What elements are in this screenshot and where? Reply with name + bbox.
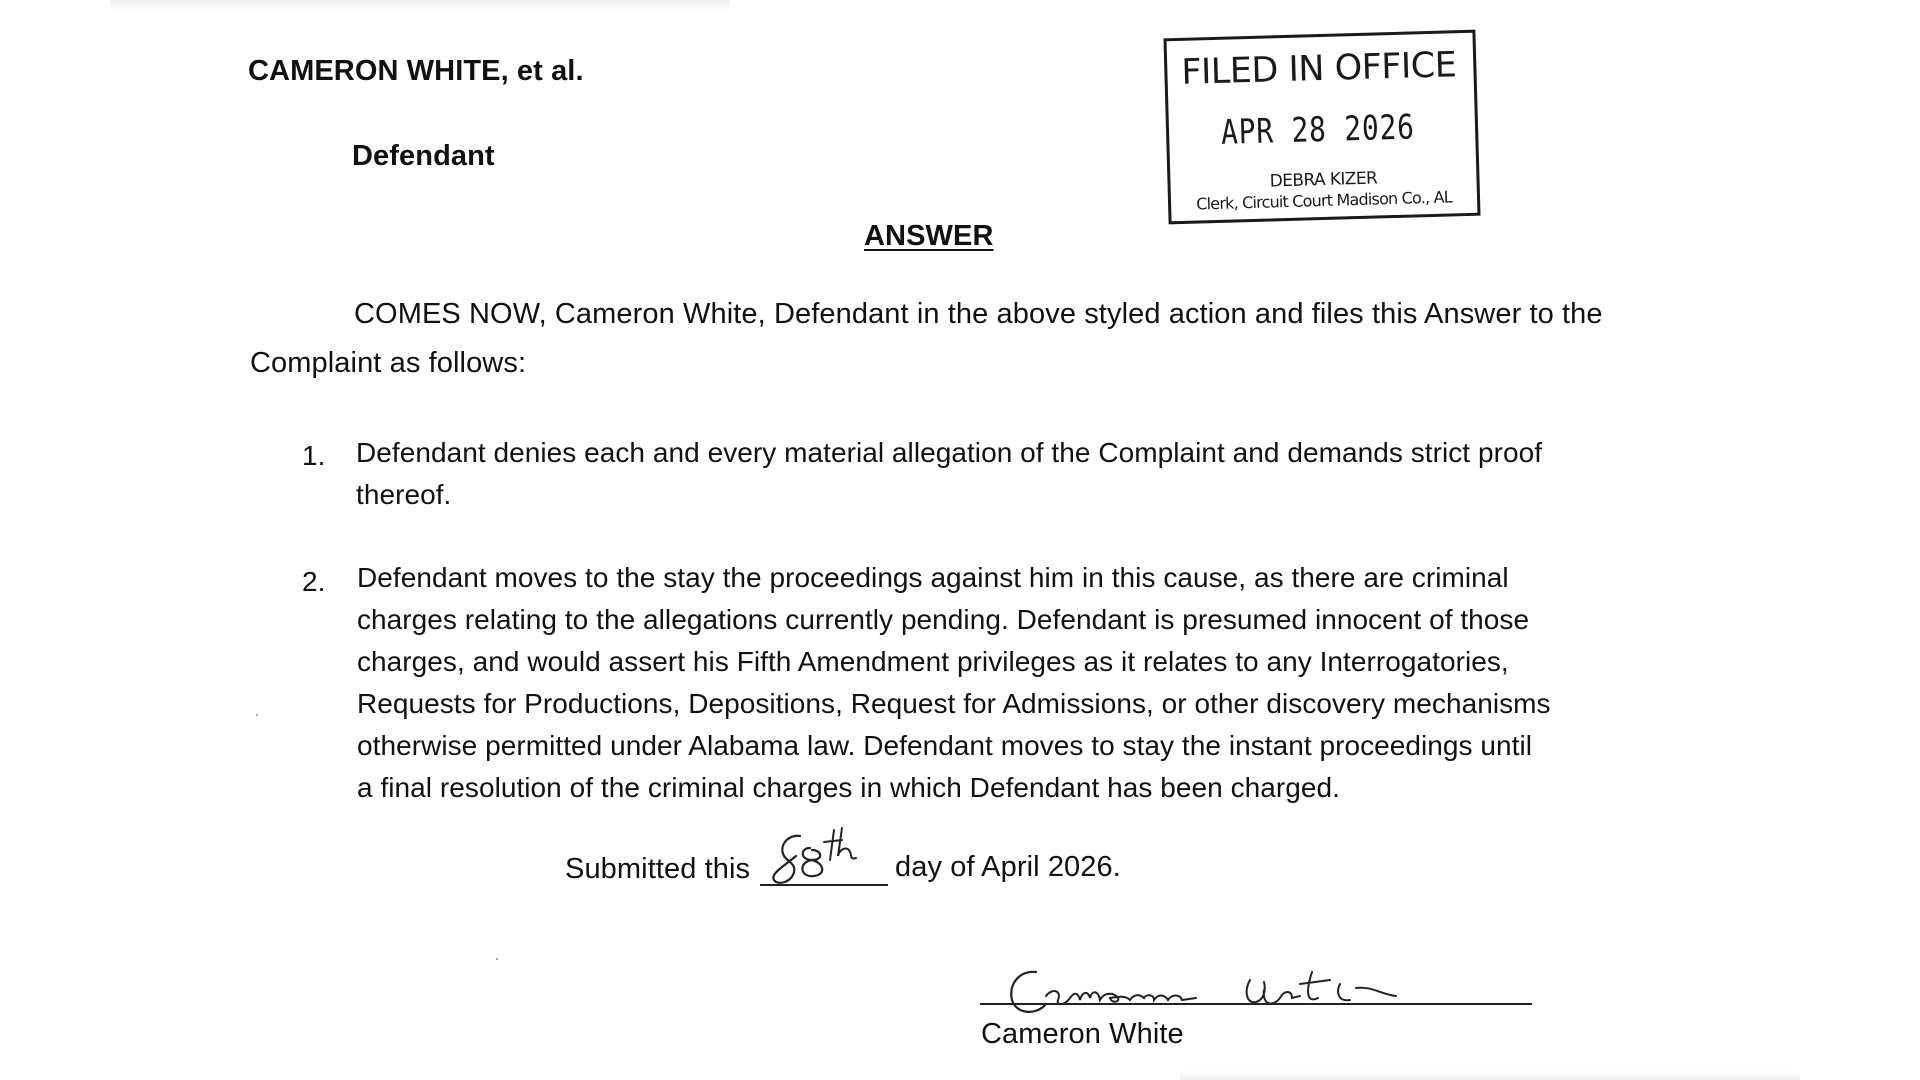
scan-edge-bottom xyxy=(1180,1070,1800,1080)
item-line: charges, and would assert his Fifth Amendment privileges as it relates to any Interrogatories, xyxy=(357,646,1509,677)
scan-speck xyxy=(256,714,258,716)
submitted-prefix: Submitted this xyxy=(565,853,751,885)
submitted-suffix: day of April 2026. xyxy=(895,851,1121,883)
signer-printed-name: Cameron White xyxy=(981,1018,1184,1050)
item-line: Defendant moves to the stay the proceedings against him in this cause, as there are criminal xyxy=(357,562,1509,593)
item-line: Requests for Productions, Depositions, Request for Admissions, or other discovery mechanisms xyxy=(357,688,1551,719)
item-line: otherwise permitted under Alabama law. Defendant moves to stay the instant proceedings until xyxy=(357,730,1533,761)
intro-line-2: Complaint as follows: xyxy=(250,347,527,379)
filed-stamp xyxy=(1163,30,1480,225)
stamp-clerk-title: Clerk, Circuit Court Madison Co., AL xyxy=(1195,187,1453,214)
caption-role: Defendant xyxy=(352,140,495,172)
item-line: thereof. xyxy=(356,479,452,510)
item-line: a final resolution of the criminal charges in which Defendant has been charged. xyxy=(357,772,1340,803)
handwritten-day xyxy=(770,826,880,892)
scan-edge-top xyxy=(110,0,730,12)
scan-speck xyxy=(496,958,498,960)
stamp-filed-line: FILED IN OFFICE xyxy=(1180,45,1457,93)
item-line: Defendant denies each and every material allegation of the Complaint and demands strict proof xyxy=(356,437,1543,468)
item-line: charges relating to the allegations currently pending. Defendant is presumed innocent of those xyxy=(357,604,1530,635)
document-title: ANSWER xyxy=(864,220,994,252)
item-number: 1. xyxy=(302,440,326,471)
caption-party: CAMERON WHITE, et al. xyxy=(248,55,584,87)
item-number: 2. xyxy=(302,566,326,597)
intro-line-1: COMES NOW, Cameron White, Defendant in the above styled action and files this Answer to the xyxy=(354,298,1603,330)
stamp-date: APR 28 2026 xyxy=(1220,107,1416,153)
stamp-clerk-name: DEBRA KIZER xyxy=(1269,168,1378,192)
